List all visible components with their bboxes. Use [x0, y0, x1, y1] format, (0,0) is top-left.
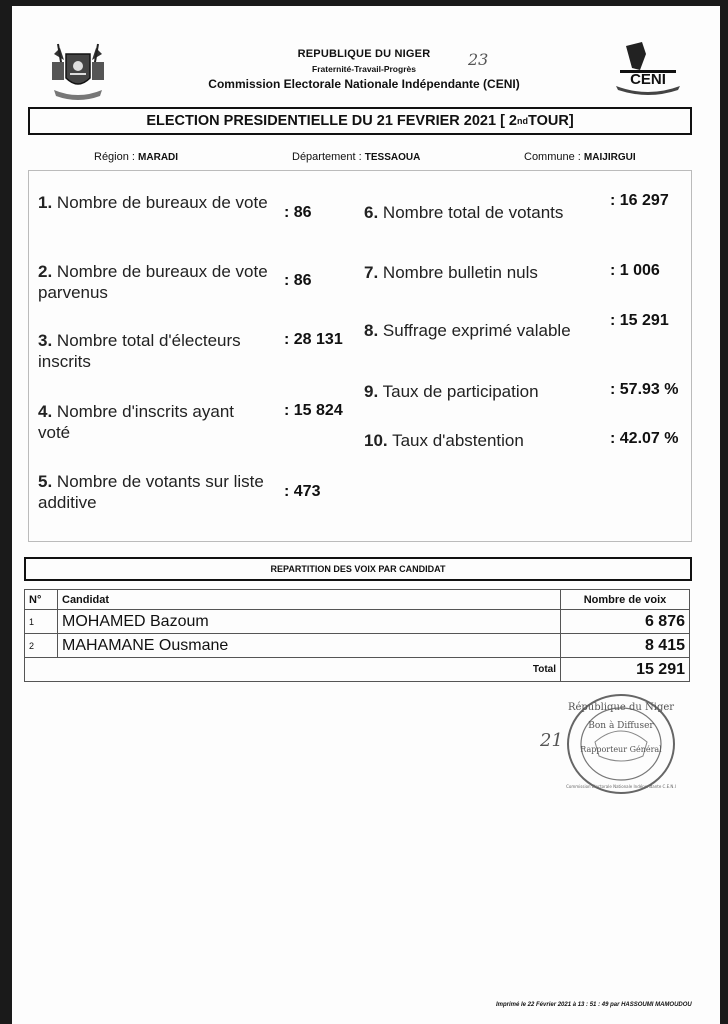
col-no-header: N°: [25, 590, 58, 610]
col-voix-header: Nombre de voix: [561, 590, 690, 610]
country-name: REPUBLIQUE DU NIGER: [297, 48, 431, 60]
official-stamp: [565, 692, 677, 796]
stat-10-value: : 42.07 %: [610, 430, 679, 447]
print-footer: Imprimé le 22 Février 2021 à 13 : 51 : 49 par HASSOUMI MAMOUDOU: [496, 1002, 692, 1008]
stat-4-value: : 15 824: [284, 402, 343, 419]
stat-9-value: : 57.93 %: [610, 381, 679, 398]
stat-3-label: 3. Nombre total d'électeurs inscrits: [38, 331, 241, 371]
table-row: [25, 610, 690, 634]
stamp-center-text: Rapporteur Général: [580, 745, 662, 754]
candidate-votes: 8 415: [561, 634, 690, 658]
stat-10-label: 10. Taux d'abstention: [364, 431, 524, 450]
stat-2-label: 2. Nombre de bureaux de vote parvenus: [38, 262, 268, 302]
stat-7-label: 7. Nombre bulletin nuls: [364, 263, 538, 282]
votes-table-header: [25, 590, 690, 610]
stat-5-label: 5. Nombre de votants sur liste additive: [38, 472, 264, 512]
commission-name: Commission Electorale Nationale Indépendante (CENI): [208, 77, 520, 91]
region: [94, 151, 178, 163]
table-row: [25, 634, 690, 658]
candidate-name: MOHAMED Bazoum: [58, 610, 561, 634]
stat-8-label: 8. Suffrage exprimé valable: [364, 321, 571, 340]
departement-value: TESSAOUA: [364, 152, 421, 163]
stat-6-value: : 16 297: [610, 192, 669, 209]
repartition-title: REPARTITION DES VOIX PAR CANDIDAT: [24, 557, 692, 581]
candidate-votes: 6 876: [561, 610, 690, 634]
stat-3-value: : 28 131: [284, 331, 343, 348]
stat-1-value: : 86: [284, 204, 312, 221]
total-votes: 15 291: [561, 658, 690, 682]
stat-6-label: 6. Nombre total de votants: [364, 203, 564, 222]
signature: 21: [540, 730, 563, 751]
stat-5-value: : 473: [284, 483, 321, 500]
stat-8-value: : 15 291: [610, 312, 669, 329]
col-candidat-header: Candidat: [58, 590, 561, 610]
stamp-middle-text: Bon à Diffuser: [588, 721, 654, 731]
handwritten-number: 23: [468, 50, 489, 69]
stat-1-label: 1. Nombre de bureaux de vote: [38, 193, 268, 212]
departement: [292, 151, 420, 163]
total-label: Total: [25, 658, 561, 682]
title-sup: nd: [517, 116, 528, 126]
commune-label: Commune :: [524, 151, 581, 163]
row-number: 1: [25, 610, 58, 634]
total-row: [25, 658, 690, 682]
stat-7-value: : 1 006: [610, 262, 660, 279]
ceni-logo-text: CENI: [630, 71, 666, 88]
scan-border-right: [720, 0, 728, 1024]
title-main: ELECTION PRESIDENTIELLE DU 21 FEVRIER 2021 [ 2: [146, 113, 517, 129]
title-end: TOUR]: [528, 113, 574, 129]
departement-label: Département :: [292, 151, 362, 163]
row-number: 2: [25, 634, 58, 658]
scan-border-left: [0, 0, 12, 1024]
stat-9-label: 9. Taux de participation: [364, 382, 539, 401]
stamp-ring-text: Commission Electorale Nationale Indépendante C.E.N.I: [566, 784, 676, 789]
candidate-name: MAHAMANE Ousmane: [58, 634, 561, 658]
scan-border-top: [0, 0, 728, 6]
region-label: Région :: [94, 151, 135, 163]
votes-table: [24, 589, 690, 682]
country-motto: Fraternité-Travail-Progrès: [312, 64, 416, 74]
commune: [524, 151, 636, 163]
stamp-top-text: République du Niger: [567, 702, 675, 713]
region-value: MARADI: [138, 152, 179, 163]
stat-2-value: : 86: [284, 272, 312, 289]
stat-4-label: 4. Nombre d'inscrits ayant voté: [38, 402, 235, 442]
election-title: [28, 107, 692, 135]
commune-value: MAIJIRGUI: [583, 152, 636, 163]
